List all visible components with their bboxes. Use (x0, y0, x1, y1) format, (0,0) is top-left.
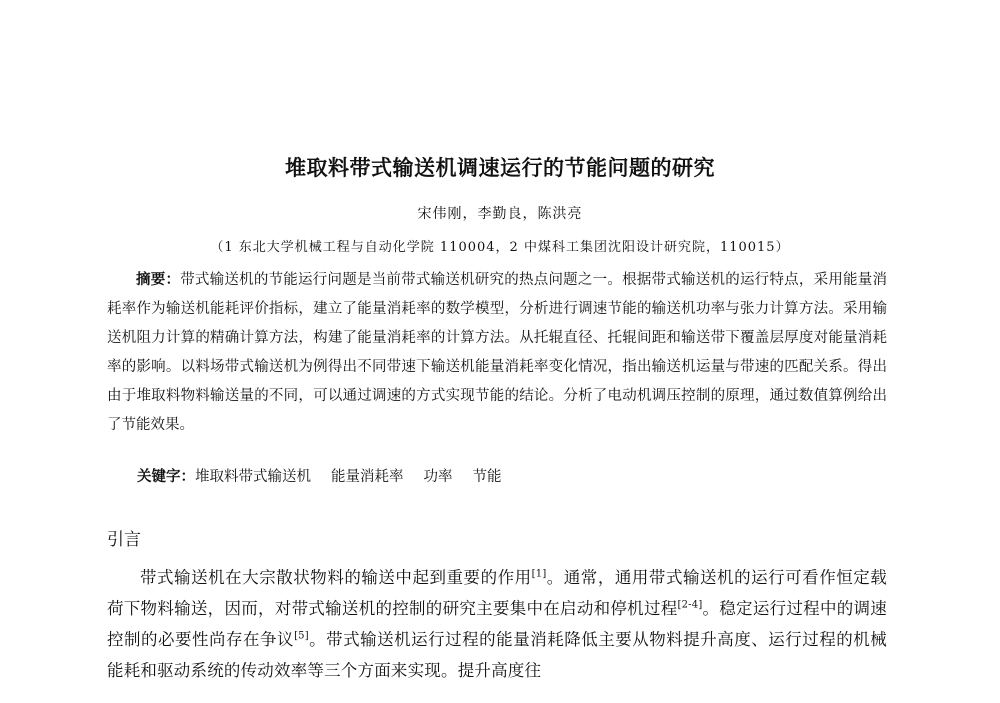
intro-text: 。带式输送机运行过程的能量消耗降低主要从物料提升高度、运行过程的机械能耗和驱动系统的传动效率等三个方面来实现。提升高度往 (107, 630, 887, 680)
abstract-text: 带式输送机的节能运行问题是当前带式输送机研究的热点问题之一。根据带式输送机的运行特点，采用能量消耗率作为输送机能耗评价指标，建立了能量消耗率的数学模型，分析进行调速节能的输送机功率与张力计算方法。采用输送机阻力计算的精确计算方法，构建了能量消耗率的计算方法。从托辊直径、托辊间距和输送带下覆盖层厚度对能量消耗率的影响。以料场带式输送机为例得出不同带速下输送机能量消耗率变化情况，指出输送机运量与带速的匹配关系。得出由于堆取料物料输送量的不同，可以通过调速的方式实现节能的结论。分析了电动机调压控制的原理，通过数值算例给出了节能效果。 (107, 272, 888, 433)
citation-ref: [1] (531, 568, 547, 580)
keyword-item: 堆取料带式输送机 (195, 469, 311, 485)
author-list: 宋伟刚，李勤良，陈洪亮 (417, 206, 583, 222)
paper-title: 堆取料带式输送机调速运行的节能问题的研究 (285, 156, 715, 180)
section-heading: 引言 (107, 530, 141, 550)
keyword-item: 功率 (423, 469, 453, 485)
keyword-item: 能量消耗率 (331, 469, 404, 485)
intro-text: 。稳定运行过程中的调速控制的必要性尚存在争议 (107, 599, 887, 649)
citation-ref: [2-4] (677, 599, 703, 611)
keyword-item: 节能 (472, 469, 502, 485)
intro-text: 。通常，通用带式输送机的运行可看作恒定载荷下物料输送，因而，对带式输送机的控制的研究主要集中在启动和停机过程 (107, 568, 887, 618)
affiliation: （1 东北大学机械工程与自动化学院 110004，2 中煤科工集团沈阳设计研究院，110015） (210, 240, 790, 255)
keywords-line (137, 463, 897, 492)
citation-ref: [5] (294, 630, 309, 642)
abstract-paragraph (107, 266, 887, 440)
keywords-label: 关键字： (137, 469, 195, 485)
intro-text: 带式输送机在大宗散状物料的输送中起到重要的作用 (140, 568, 532, 587)
intro-paragraph (107, 562, 887, 686)
abstract-label: 摘要： (136, 272, 181, 288)
